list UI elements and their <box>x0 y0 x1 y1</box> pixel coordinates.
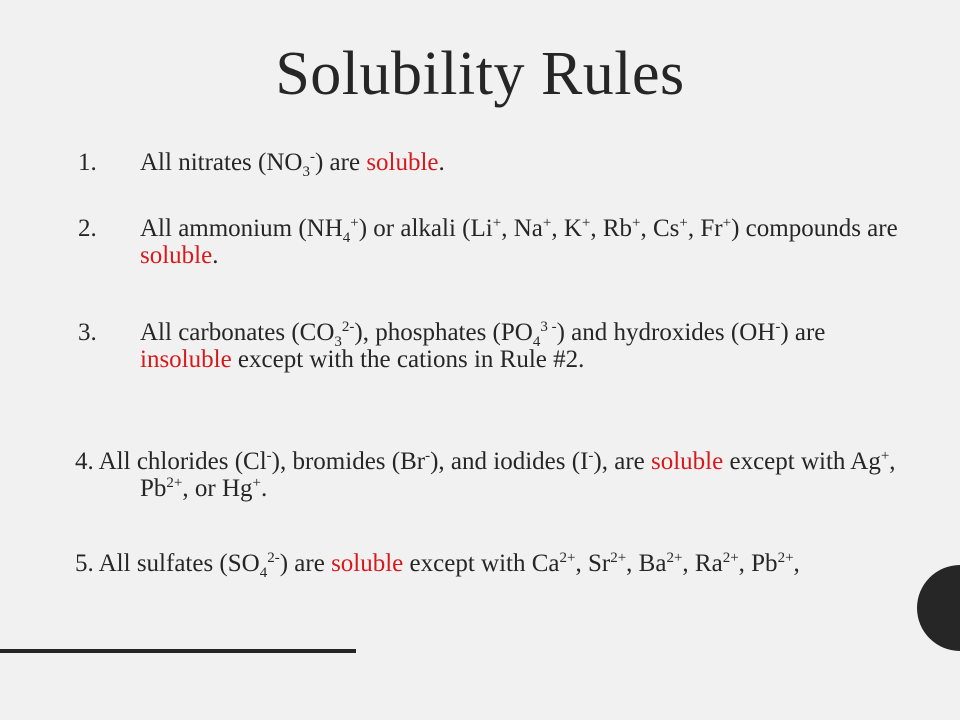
decorative-circle <box>917 565 960 651</box>
rule-3-highlight: insoluble <box>140 346 232 373</box>
decorative-divider-line <box>0 649 356 653</box>
rule-2-highlight: soluble <box>140 242 213 269</box>
rule-3-number: 3. <box>78 319 97 346</box>
rule-1-highlight: soluble <box>366 149 439 176</box>
rule-5-highlight: soluble <box>331 550 404 577</box>
rule-2 <box>78 215 918 269</box>
rule-1-number: 1. <box>78 149 97 176</box>
rule-2-number: 2. <box>78 215 97 242</box>
rule-3 <box>78 319 918 373</box>
rule-4-highlight: soluble <box>651 448 724 475</box>
rule-3-text: All carbonates $(CO_3^{2-})$, phosphates $(PO_4^{3 -})$ and hydroxides (OH-) are insoluble except with the cations in Rule #2. <box>140 319 826 373</box>
rule-4-text: 4. All chlorides (Cl-), bromides (Br-), and iodides (I-), are soluble except with Ag+, $Pb^{2+}$, or Hg+. <box>75 448 896 502</box>
rule-4 <box>75 448 905 502</box>
rule-1 <box>78 149 918 180</box>
slide-title: Solubility Rules <box>275 40 685 108</box>
rule-5 <box>75 550 905 581</box>
rule-1-text: All nitrates $(NO_3^-)$ are soluble. <box>140 149 445 180</box>
rule-5-text: 5. All sulfates $(SO_4^{2-})$ are soluble except with $Ca^{2+}$, $Sr^{2+}$, $Ba^{2+}$, $Ra^{2+}$, $Pb^{2+}$, <box>75 550 800 581</box>
rule-2-text: All ammonium $(NH_4^+)$ or alkali (Li+, Na+, K+, Rb+, Cs+, Fr+) compounds are soluble. <box>140 215 898 269</box>
